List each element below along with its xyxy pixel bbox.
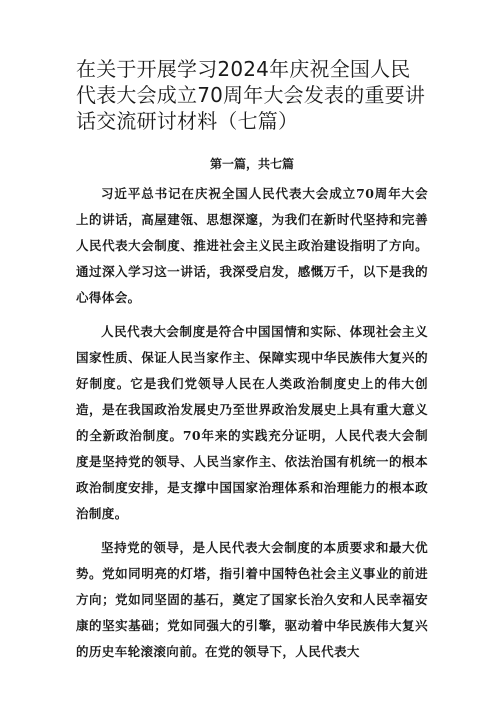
paragraph-3: 坚持党的领导，是人民代表大会制度的本质要求和最大优势。党如同明亮的灯塔，指引着中国特色社会主义事业的前进方向；党如同坚固的基石，奠定了国家长治久安和人民幸福安康的坚实基础；党如同强大的引擎，驱动着中华民族伟大复兴的历史车轮滚滚向前。在党的领导下，人民代表大: [76, 540, 428, 659]
part-label: 第一篇，共七篇: [209, 157, 294, 171]
paragraph-2: 人民代表大会制度是符合中国国情和实际、体现社会主义国家性质、保证人民当家作主、保障实现中华民族伟大复兴的好制度。它是我们党领导人民在人类政治制度史上的伟大创造，是在我国政治发展史乃至世界政治发展史上具有重大意义的全新政治制度。70年来的实践充分证明，人民代表大会制度是坚持党的领导、人民当家作主、依法治国有机统一的根本政治制度安排，是支撑中国国家治理体系和治理能力的根本政治制度。: [76, 324, 428, 521]
paragraph-1: 习近平总书记在庆祝全国人民代表大会成立70周年大会上的讲话，高屋建瓴、思想深邃，为我们在新时代坚持和完善人民代表大会制度、推进社会主义民主政治建设指明了方向。通过深入学习这一讲话，我深受启发，感慨万千，以下是我的心得体会。: [76, 186, 428, 305]
document-title: 在关于开展学习2024年庆祝全国人民代表大会成立70周年大会发表的重要讲话交流研讨材料（七篇）: [76, 57, 426, 133]
